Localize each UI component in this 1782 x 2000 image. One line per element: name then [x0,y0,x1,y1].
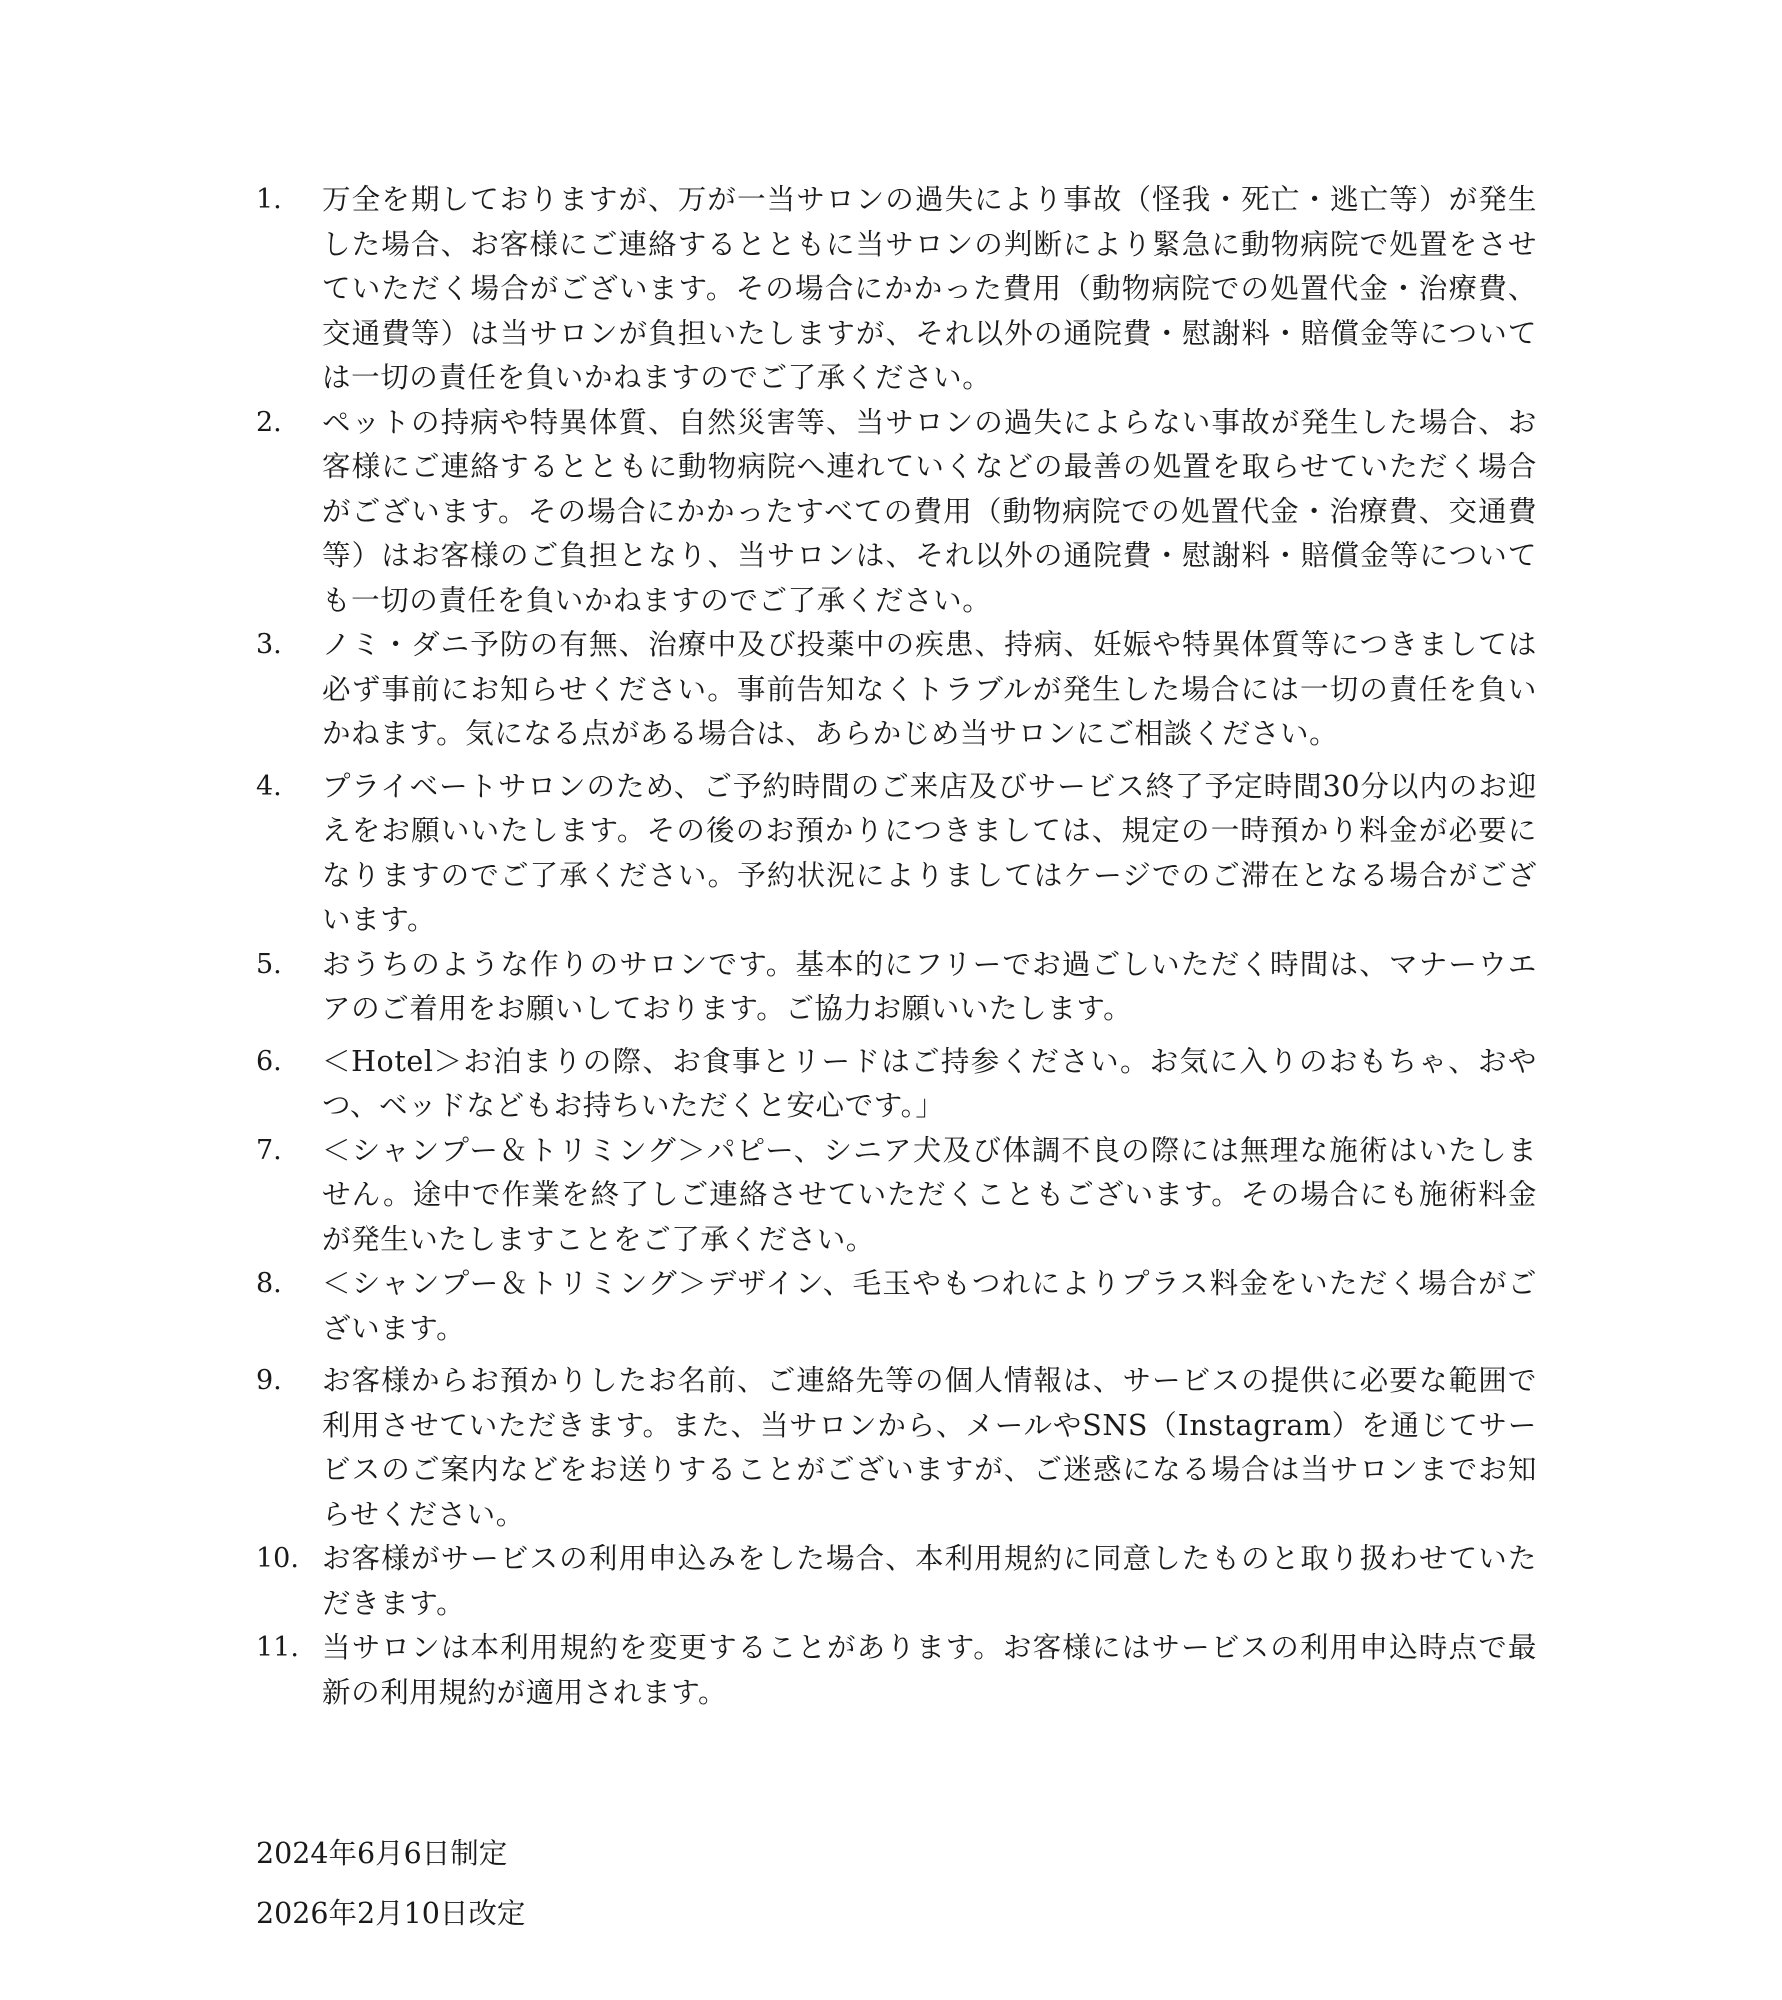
term-text: ペットの持病や特異体質、自然災害等、当サロンの過失によらない事故が発生した場合、お客様にご連絡するとともに動物病院へ連れていくなどの最善の処置を取らせていただく場合がございます。その場合にかかったすべての費用（動物病院での処置代金・治療費、交通費等）はお客様のご負担となり、当サロンは、それ以外の通院費・慰謝料・賠償金等についても一切の責任を負いかねますのでご了承ください。 [322,405,1537,617]
term-item-8 [256,1262,1536,1351]
term-text: ＜シャンプー＆トリミング＞デザイン、毛玉やもつれによりプラス料金をいただく場合がございます。 [322,1267,1537,1345]
term-text: お客様がサービスの利用申込みをした場合、本利用規約に同意したものと取り扱わせていただきます。 [322,1542,1537,1620]
established-date: 2024年6月6日制定 [256,1837,508,1870]
term-item-11 [256,1626,1536,1715]
term-text: 万全を期しておりますが、万が一当サロンの過失により事故（怪我・死亡・逃亡等）が発生した場合、お客様にご連絡するとともに当サロンの判断により緊急に動物病院で処置をさせていただく場合がございます。その場合にかかった費用（動物病院での処置代金・治療費、交通費等）は当サロンが負担いたしますが、それ以外の通院費・慰謝料・賠償金等については一切の責任を負いかねますのでご了承ください。 [322,183,1537,394]
document-dates [256,1824,525,1944]
term-item-10 [256,1537,1536,1626]
term-text: ノミ・ダニ予防の有無、治療中及び投薬中の疾患、持病、妊娠や特異体質等につきましては必ず事前にお知らせください。事前告知なくトラブルが発生した場合には一切の責任を負いかねます。気になる点がある場合は、あらかじめ当サロンにご相談ください。 [322,628,1537,750]
term-number: 1. [256,184,282,215]
term-number: 8. [256,1268,282,1299]
term-text: ＜Hotel＞お泊まりの際、お食事とリードはご持参ください。お気に入りのおもちゃ、おやつ、ベッドなどもお持ちいただくと安心です。」 [322,1044,1537,1122]
term-number: 3. [256,629,282,660]
term-number: 7. [256,1134,282,1166]
term-text: プライベートサロンのため、ご予約時間のご来店及びサービス終了予定時間30分以内のお迎えをお願いいたします。その後のお預かりにつきましては、規定の一時預かり料金が必要になりますのでご了承ください。予約状況によりましてはケージでのご滞在となる場合がございます。 [322,769,1537,936]
term-number: 10. [256,1543,299,1574]
term-item-5 [256,943,1536,1032]
term-item-1 [256,178,1536,401]
term-item-6 [256,1040,1536,1129]
term-text: おうちのような作りのサロンです。基本的にフリーでお過ごしいただく時間は、マナーウエアのご着用をお願いしております。ご協力お願いいたします。 [322,947,1537,1025]
revised-date: 2026年2月10日改定 [256,1897,526,1930]
term-item-4 [256,765,1536,943]
term-number: 11. [256,1632,299,1663]
term-number: 2. [256,406,282,438]
term-number: 9. [256,1365,282,1396]
term-item-9 [256,1359,1536,1537]
term-text: ＜シャンプー＆トリミング＞パピー、シニア犬及び体調不良の際には無理な施術はいたしません。途中で作業を終了しご連絡させていただくこともございます。その場合にも施術料金が発生いたしますことをご了承ください。 [322,1133,1537,1256]
term-number: 5. [256,948,282,980]
term-text: 当サロンは本利用規約を変更することがあります。お客様にはサービスの利用申込時点で最新の利用規約が適用されます。 [322,1631,1537,1709]
term-item-3 [256,623,1536,757]
term-text: お客様からお預かりしたお名前、ご連絡先等の個人情報は、サービスの提供に必要な範囲で利用させていただきます。また、当サロンから、メールやSNS（Instagram）を通じてサービスのご案内などをお送りすることがございますが、ご迷惑になる場合は当サロンまでお知らせください。 [322,1364,1537,1531]
term-item-2 [256,401,1536,624]
term-number: 6. [256,1045,282,1077]
term-number: 4. [256,770,282,802]
term-item-7 [256,1129,1536,1263]
terms-list [256,178,1536,1715]
